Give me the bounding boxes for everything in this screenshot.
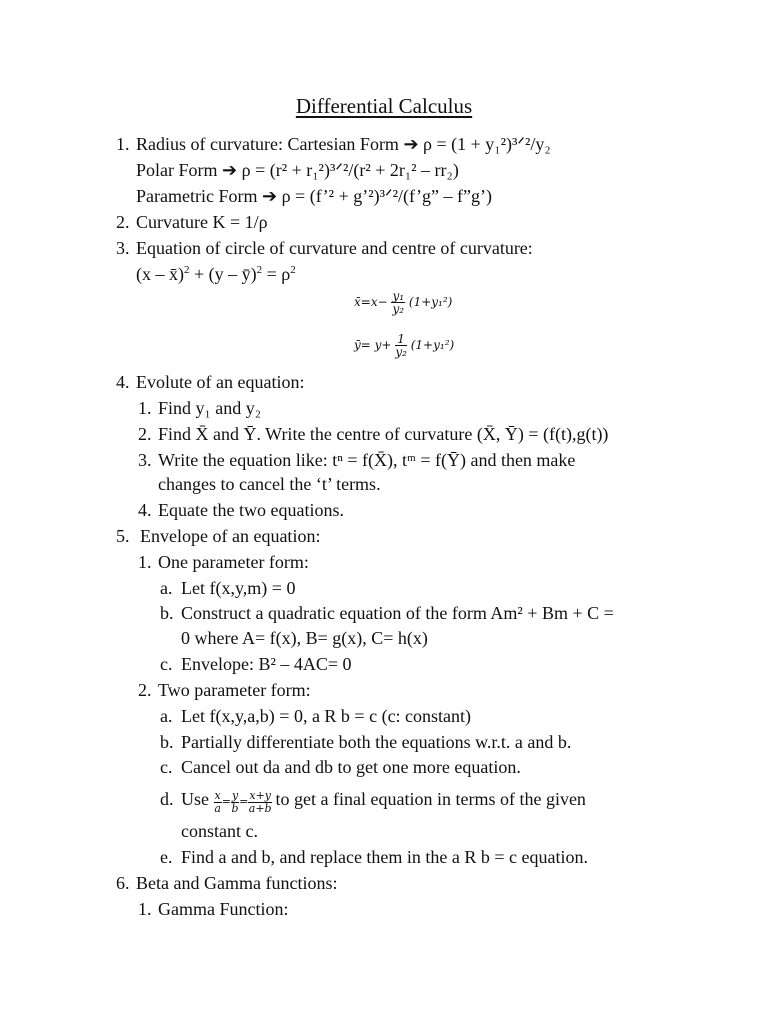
evolute-step-1: Find y₁ and y₂ xyxy=(158,398,262,418)
one-parameter-heading: One parameter form: xyxy=(158,552,309,572)
two-param-d: Use $\frac{x}{a}$ = $\frac{y}{b}$ = $\frac{x+y}{a+b}$ to get a final equation in terms of the given xyxy=(181,788,586,815)
ybar-equation: ȳ= y+ $\frac{1}{\text{y₂}}$ (1+y₁²) xyxy=(354,332,455,359)
letter-marker: d. xyxy=(160,789,174,809)
parametric-label: Parametric Form xyxy=(136,186,258,206)
evolute-heading: Evolute of an equation: xyxy=(136,372,305,392)
item-number-4: 4. xyxy=(116,372,130,392)
item-number-2: 2. xyxy=(116,212,130,232)
sub-number: 4. xyxy=(138,500,152,520)
letter-marker: b. xyxy=(160,603,174,623)
radius-label: Radius of curvature: Cartesian Form xyxy=(136,134,399,154)
letter-marker: e. xyxy=(160,847,173,867)
sub-number: 2. xyxy=(138,424,152,444)
xbar-equation: x̄=x− $\frac{\text{y₁}}{\text{y₂}}$ (1+y₁²) xyxy=(354,289,453,316)
sub-number: 1. xyxy=(138,398,152,418)
page-title: Differential Calculus xyxy=(295,94,473,118)
item-number-3: 3. xyxy=(116,238,130,258)
curvature-line: Curvature K = 1/ρ xyxy=(136,212,268,232)
radius-of-curvature-line xyxy=(136,133,551,155)
item-number-1: 1. xyxy=(116,134,130,154)
two-param-d-cont: constant c. xyxy=(181,821,258,841)
beta-gamma-heading: Beta and Gamma functions: xyxy=(136,873,338,893)
arrow-icon: ➔ xyxy=(403,134,419,154)
one-param-c: Envelope: B² – 4AC= 0 xyxy=(181,654,352,674)
letter-marker: a. xyxy=(160,706,173,726)
one-param-b: Construct a quadratic equation of the form Am² + Bm + C = xyxy=(181,603,614,623)
evolute-step-4: Equate the two equations. xyxy=(158,500,344,520)
circle-equation: (x – x̄)$^2$ + (y – ȳ)$^2$ = $\rho^2$ xyxy=(136,264,296,284)
circle-of-curvature-line: Equation of circle of curvature and centre of curvature: xyxy=(136,238,533,258)
sub-number: 1. xyxy=(138,552,152,572)
cartesian-formula: ρ = (1 + y₁²)³ᐟ²/y₂ xyxy=(423,134,551,154)
one-param-b-cont: 0 where A= f(x), B= g(x), C= h(x) xyxy=(181,628,428,648)
one-param-a: Let f(x,y,m) = 0 xyxy=(181,578,296,598)
two-param-e: Find a and b, and replace them in the a R b = c equation. xyxy=(181,847,589,867)
sub-number: 2. xyxy=(138,680,152,700)
letter-marker: b. xyxy=(160,732,174,752)
two-parameter-heading: Two parameter form: xyxy=(158,680,311,700)
parametric-form-line xyxy=(136,185,492,207)
two-param-a: Let f(x,y,a,b) = 0, a R b = c (c: constant) xyxy=(181,706,472,726)
sub-number: 3. xyxy=(138,450,152,470)
two-param-c: Cancel out da and db to get one more equation. xyxy=(181,757,521,777)
letter-marker: c. xyxy=(160,757,173,777)
arrow-icon: ➔ xyxy=(222,160,238,180)
parametric-formula: ρ = (f’² + g’²)³ᐟ²/(f’g” – f”g’) xyxy=(281,186,492,206)
arrow-icon: ➔ xyxy=(261,186,278,206)
item-number-6: 6. xyxy=(116,873,130,893)
gamma-function-heading: Gamma Function: xyxy=(158,899,289,919)
envelope-heading: Envelope of an equation: xyxy=(140,526,321,546)
letter-marker: a. xyxy=(160,578,173,598)
polar-label: Polar Form xyxy=(136,160,218,180)
item-number-5: 5. xyxy=(116,526,130,546)
ratio-formula: $\frac{x}{a}$ = $\frac{y}{b}$ = $\frac{x+y}{a+b}$ xyxy=(214,788,272,815)
polar-form-line xyxy=(136,159,459,181)
two-param-b: Partially differentiate both the equations w.r.t. a and b. xyxy=(181,732,572,752)
polar-formula: ρ = (r² + r₁²)³ᐟ²/(r² + 2r₁² – rr₂) xyxy=(241,160,459,180)
evolute-step-3-cont: changes to cancel the ‘t’ terms. xyxy=(158,474,381,494)
letter-marker: c. xyxy=(160,654,173,674)
evolute-step-2: Find X̄ and Ȳ. Write the centre of curvature (X̄, Ȳ) = (f(t),g(t)) xyxy=(158,424,609,444)
sub-number: 1. xyxy=(138,899,152,919)
evolute-step-3: Write the equation like: tⁿ = f(X̄), tᵐ = f(Ȳ) and then make xyxy=(158,450,576,470)
